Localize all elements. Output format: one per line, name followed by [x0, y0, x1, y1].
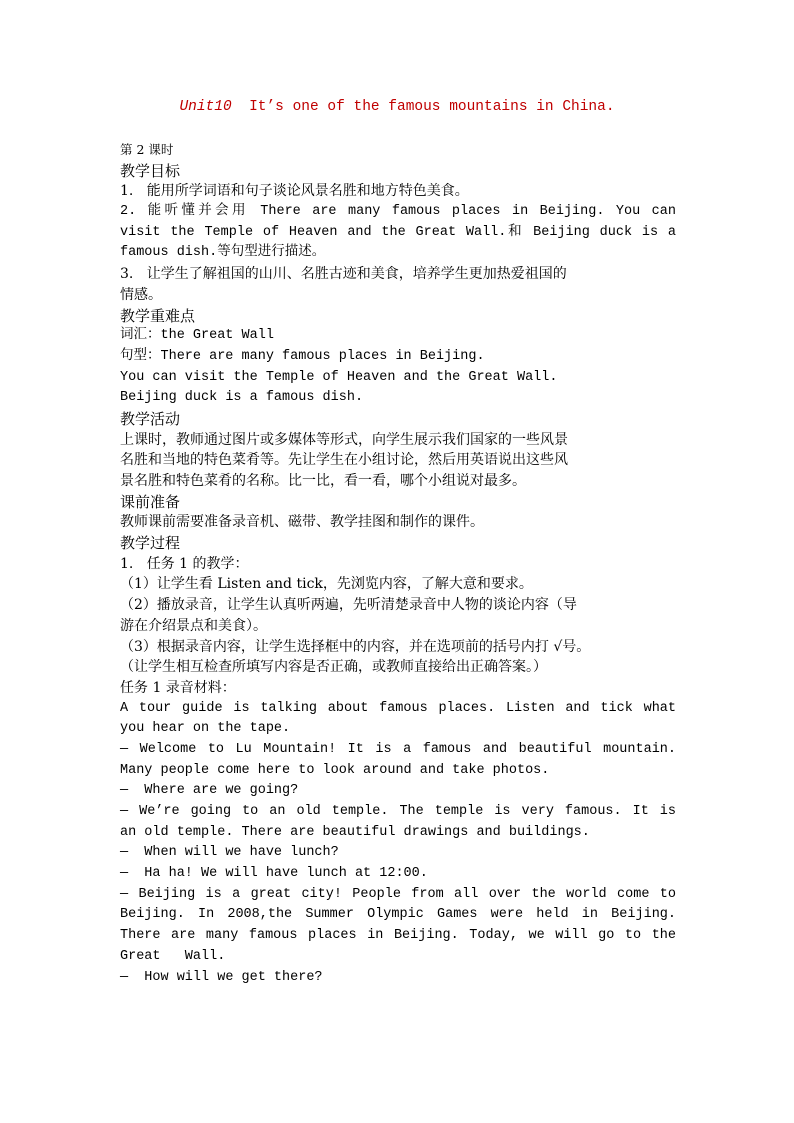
document-body	[120, 140, 676, 988]
sentence-pattern-3: Beijing duck is a famous dish.	[120, 390, 364, 406]
dialogue-line-1a: — Welcome to Lu Mountain! It is a famous and beautiful mountain.	[120, 741, 676, 757]
heading-preparation: 课前准备	[120, 492, 181, 511]
heading-activities: 教学活动	[120, 409, 181, 428]
objective-2-line-1: 2. 能听懂并会用 There are many famous places in Beijing. You can	[120, 204, 676, 220]
step-3-line-2: （让学生相互检查所填写内容是否正确，或教师直接给出正确答案。）	[120, 659, 547, 676]
dialogue-line-5: — Ha ha! We will have lunch at 12:00.	[120, 866, 428, 882]
preparation-text: 教师课前需要准备录音机、磁带、教学挂图和制作的课件。	[120, 514, 484, 531]
material-intro-line-2: you hear on the tape.	[120, 721, 291, 737]
material-intro-line-1: A tour guide is talking about famous places. Listen and tick what	[120, 700, 676, 716]
objective-2-line-3: famous dish.等句型进行描述。	[120, 245, 326, 261]
dialogue-line-6b: Beijing. In 2008,the Summer Olympic Games were held in Beijing.	[120, 907, 676, 923]
task-1-heading: 1. 任务 1 的教学：	[120, 555, 249, 572]
activity-line-2: 名胜和当地的特色菜肴等。先让学生在小组讨论，然后用英语说出这些风	[120, 452, 568, 469]
heading-process: 教学过程	[120, 534, 181, 553]
dialogue-line-3a: — We’re going to an old temple. The temple is very famous. It is	[120, 804, 676, 819]
heading-key-points: 教学重难点	[120, 306, 196, 325]
objective-1: 1. 能用所学词语和句子谈论风景名胜和地方特色美食。	[120, 183, 469, 200]
material-title: 任务 1 录音材料：	[120, 679, 236, 696]
step-1: （1）让学生看 Listen and tick，先浏览内容，了解大意和要求。	[120, 576, 533, 593]
sentence-pattern-2: You can visit the Temple of Heaven and the Great Wall.	[120, 369, 558, 385]
dialogue-line-2: — Where are we going?	[120, 783, 299, 799]
dialogue-line-3b: an old temple. There are beautiful drawings and buildings.	[120, 824, 590, 840]
title-text: It’s one of the famous mountains in China.	[231, 99, 615, 115]
dialogue-line-6d: Great Wall.	[120, 948, 226, 964]
objective-3-line-1: 3. 让学生了解祖国的山川、名胜古迹和美食，培养学生更加热爱祖国的	[120, 266, 567, 283]
step-2-line-2: 游在介绍景点和美食）。	[120, 617, 267, 634]
title-unit: Unit10	[179, 99, 232, 115]
activity-line-1: 上课时，教师通过图片或多媒体等形式，向学生展示我们国家的一些风景	[120, 431, 568, 448]
heading-objectives: 教学目标	[120, 161, 181, 180]
objective-2-line-2: visit the Temple of Heaven and the Great Wall.和 Beijing duck is a	[120, 224, 676, 240]
step-2-line-1: （2）播放录音，让学生认真听两遍，先听清楚录音中人物的谈论内容（导	[120, 597, 577, 614]
dialogue-line-6a: — Beijing is a great city! People from all over the world come to	[120, 886, 676, 902]
vocabulary-line: 词汇：the Great Wall	[120, 328, 274, 344]
lesson-label: 第 2 课时	[120, 142, 174, 157]
activity-line-3: 景名胜和特色菜肴的名称。比一比，看一看，哪个小组说对最多。	[120, 473, 526, 489]
document-title	[0, 97, 794, 117]
dialogue-line-7: — How will we get there?	[120, 969, 323, 985]
dialogue-line-6c: There are many famous places in Beijing. Today, we will go to the	[120, 928, 676, 944]
objective-3-line-2: 情感。	[120, 286, 162, 303]
step-3-line-1: （3）根据录音内容，让学生选择框中的内容，并在选项前的括号内打 √号。	[120, 638, 591, 655]
dialogue-line-4: — When will we have lunch?	[120, 845, 339, 861]
dialogue-line-1b: Many people come here to look around and take photos.	[120, 762, 550, 778]
sentence-pattern-1: 句型：There are many famous places in Beijing.	[120, 348, 485, 364]
